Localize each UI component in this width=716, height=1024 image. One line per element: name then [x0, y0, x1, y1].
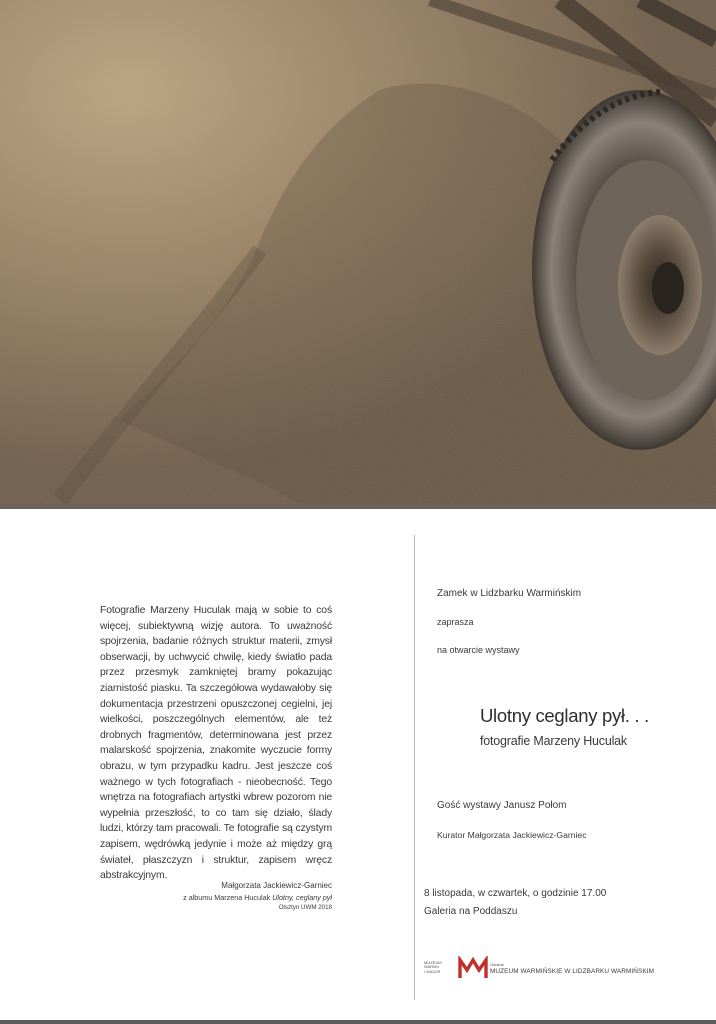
invites-text: zaprasza: [437, 617, 474, 627]
gallery-name: Galeria na Poddaszu: [424, 906, 518, 917]
logo-branch: Oddział: [490, 962, 504, 967]
exhibition-guest: Gość wystawy Janusz Połom: [437, 800, 567, 811]
logo-org-line: WARMII: [424, 964, 439, 970]
exhibition-title: Ulotny ceglany pył. . .: [480, 705, 649, 726]
credit-source-title: Ulotny, ceglany pył: [272, 893, 332, 902]
exhibition-description: Fotografie Marzeny Huculak mają w sobie to coś więcej, subiektywną wizję autora. To uważność spojrzenia, badanie różnych struktur materii, zmysł obserwacji, by uchwycić chwilę, kiedy światło pada przez przesmyk zamkniętej bramy pokazując ziarnistość piasku. Ta szczegółowa wydawałoby się dokumentacja przestrzeni opuszczonej cegielni, jej wielkości, poszczególnych elementów, ale też drobnych fragmentów, determinowana jest przez malarskość spojrzenia, znakomite wyczucie formy obrazu, w tym przypadku kadru. Jest jeszcze coś ważnego w tych fotografiach - nieobecność. Tego wnętrza na fotografiach artystki wbrew pozorom nie wypełnia przeszłość, to co tam się działo, ślady ludzi, którzy tam pracowali. Te fotografie są czystym zapisem, wędrówką jedynie i może aż między grą świateł, płaszczyzn i struktur, zapisem wręcz abstrakcyjnym.: [100, 605, 332, 882]
opening-date: 8 listopada, w czwartek, o godzinie 17.00: [424, 888, 607, 899]
page-bottom-rule: [0, 1020, 716, 1024]
column-divider: [414, 535, 415, 1000]
exhibition-curator: Kurator Małgorzata Jackiewicz-Garniec: [437, 830, 587, 840]
photograph-sand-and-wheel: [0, 0, 716, 504]
credit-source: [130, 892, 332, 903]
venue-name: Zamek w Lidzbarku Warmińskim: [437, 588, 582, 599]
logo-org-line: I MAZUR: [424, 968, 441, 974]
museum-mark-icon: [458, 956, 488, 980]
credit-publisher: Olsztyn UWM 2018: [278, 904, 332, 911]
museum-logo: [424, 954, 664, 980]
logo-museum-name: MUZEUM WARMIŃSKIE W LIDZBARKU WARMIŃSKIM: [490, 968, 655, 975]
opening-text: na otwarcie wystawy: [437, 645, 520, 655]
credit-author: Małgorzata Jackiewicz-Garniec: [221, 881, 332, 890]
photo-illustration: [0, 0, 716, 504]
credit-source-prefix: z albumu Marzena Huculak: [183, 893, 273, 902]
exhibition-subtitle: fotografie Marzeny Huculak: [480, 734, 627, 748]
logo-org-line: MUZEUM: [424, 960, 442, 965]
photo-bottom-border: [0, 504, 716, 509]
description-credit: [130, 880, 332, 913]
logo-org-lines: [424, 961, 454, 974]
